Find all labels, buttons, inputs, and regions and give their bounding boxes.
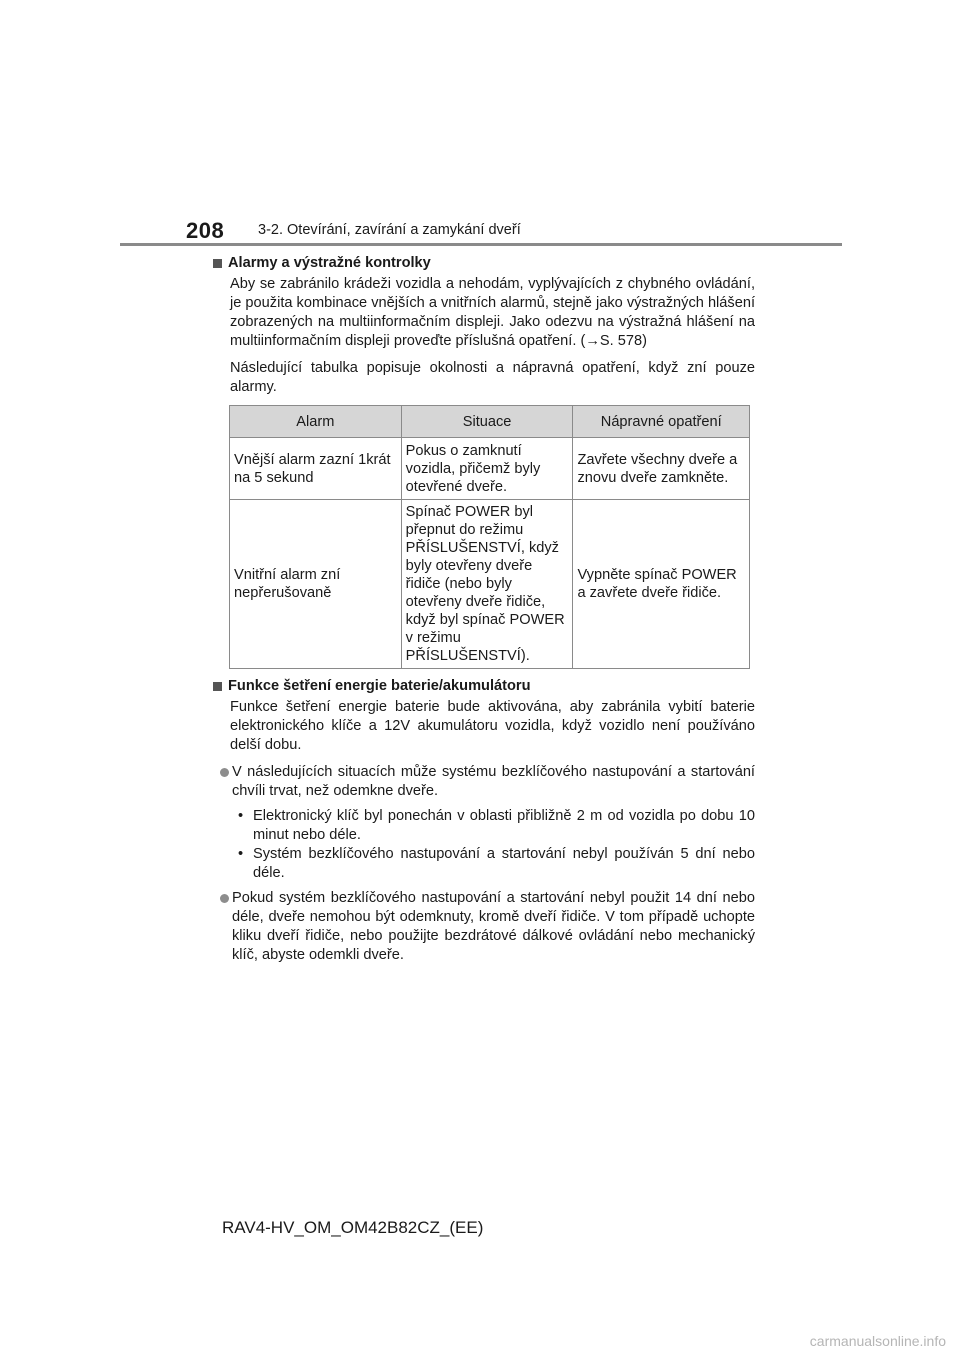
table-intro-paragraph: Následující tabulka popisuje okolnosti a nápravná opatření, když zní pouze alarmy. [230,360,755,395]
table-header-row [230,406,750,438]
table-cell: Vnější alarm zazní 1krát na 5 sekund [230,438,402,500]
bullet-text: V následujících situacích může systému bezklíčového nastupování a startování chvíli trvat, než odemkne dveře. [232,764,755,799]
sub-list-text: Systém bezklíčového nastupování a startování nebyl používán 5 dní nebo déle. [253,846,755,881]
round-bullet-icon [220,894,229,903]
table-header-situation: Situace [401,406,573,438]
bullet-text: Pokud systém bezklíčového nastupování a startování nebyl použit 14 dní nebo déle, dveře nemohou být odemknuty, kromě dveří řidiče. V tom případě uchopte kliku dveří řidiče, nebo použijte bezdrátové dálkové ovládání nebo mechanický klíč, abyste odemkli dveře. [232,890,755,963]
table-header-action: Nápravné opatření [573,406,750,438]
table-row [230,438,750,500]
sub-list-text: Elektronický klíč byl ponechán v oblasti přibližně 2 m od vozidla po dobu 10 minut nebo déle. [253,808,755,843]
header-divider [120,243,842,246]
sub-list-mark: • [238,808,244,824]
bullet-item [220,763,755,801]
page-number: 208 [186,218,225,243]
table-header-alarm: Alarm [230,406,402,438]
battery-saving-heading-text: Funkce šetření energie baterie/akumulátoru [228,678,531,694]
sub-list-item [238,807,755,845]
table-cell: Spínač POWER byl přepnut do režimu PŘÍSLUŠENSTVÍ, když byly otevřeny dveře řidiče (nebo byly otevřeny dveře řidiče, když byl spínač POWER v režimu PŘÍSLUŠENSTVÍ). [401,500,573,669]
alarms-heading [210,254,755,273]
alarm-table [229,405,750,669]
round-bullet-icon [220,768,229,777]
table-row [230,500,750,669]
section-title: 3-2. Otevírání, zavírání a zamykání dveří [258,222,521,238]
battery-saving-paragraph: Funkce šetření energie baterie bude aktivována, aby zabránila vybití baterie elektronického klíče a 12V akumulátoru vozidla, když vozidlo není používáno delší dobu. [230,699,755,753]
alarms-intro-paragraph: Aby se zabránilo krádeži vozidla a nehodám, vyplývajících z chybného ovládání, je použita kombinace vnějších a vnitřních alarmů, stejně jako výstražných hlášení zobrazených na multiinformačním displeji. Jako odezvu na výstražná hlášení na multiinformačním displeji proveďte příslušná opatření. (→S. 578) [230,276,755,349]
alarms-heading-text: Alarmy a výstražné kontrolky [228,255,431,271]
table-cell: Pokus o zamknutí vozidla, přičemž byly otevřené dveře. [401,438,573,500]
battery-saving-heading [210,677,755,696]
square-bullet-icon [213,682,222,691]
sub-list-mark: • [238,846,244,862]
sub-list [210,807,755,883]
bullet-item [220,889,755,965]
sub-list-item [238,845,755,883]
table-cell: Vnitřní alarm zní nepřerušovaně [230,500,402,669]
document-code: RAV4-HV_OM_OM42B82CZ_(EE) [222,1218,484,1237]
table-cell: Vypněte spínač POWER a zavřete dveře řidiče. [573,500,750,669]
square-bullet-icon [213,259,222,268]
watermark: carmanualsonline.info [809,1333,946,1349]
table-cell: Zavřete všechny dveře a znovu dveře zamkněte. [573,438,750,500]
page-content [210,254,755,971]
